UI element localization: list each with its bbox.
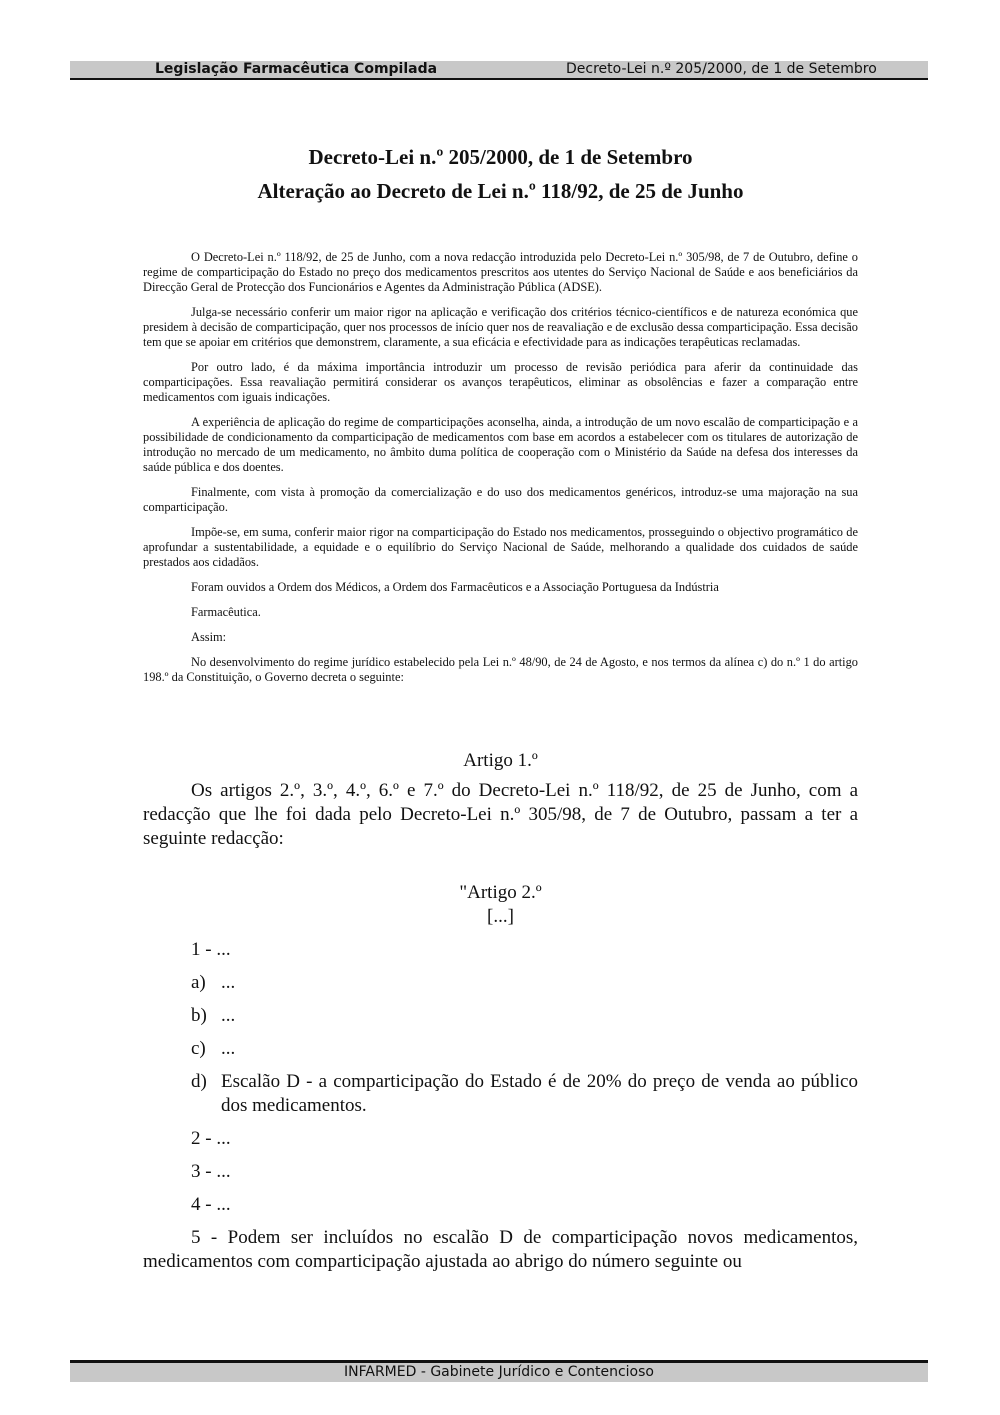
- preamble-paragraph: Julga-se necessário conferir um maior rigor na aplicação e verificação dos critérios técnico-científicos e de natureza económica que presidem à decisão de comparticipação, quer nos processos de início quer nos de reavaliação e de exclusão dessa comparticipação. Essa decisão tem que se apoiar em critérios que demonstrem, claramente, a sua eficácia e efectividade para as indicações terapêuticas reclamadas.: [143, 305, 858, 349]
- list-item: [191, 1037, 858, 1061]
- header-decree-reference: Decreto-Lei n.º 205/2000, de 1 de Setembro: [566, 61, 877, 77]
- list-item: 3 - ...: [191, 1161, 231, 1182]
- article-text: Os artigos 2.º, 3.º, 4.º, 6.º e 7.º do Decreto-Lei n.º 118/92, de 25 de Junho, com a redacção que lhe foi dada pelo Decreto-Lei n.º 305/98, de 7 de Outubro, passam a ter a seguinte redacção:: [143, 780, 858, 849]
- preamble-paragraph: O Decreto-Lei n.º 118/92, de 25 de Junho, com a nova redacção introduzida pelo Decreto-Lei n.º 305/98, de 7 de Outubro, define o regime de comparticipação do Estado no preço dos medicamentos prescritos aos utentes do Serviço Nacional de Saúde e aos beneficiários da Direcção Geral de Protecção dos Funcionários e Agentes da Administração Pública (ADSE).: [143, 250, 858, 294]
- document-subtitle: Alteração ao Decreto de Lei n.º 118/92, de 25 de Junho: [257, 179, 744, 203]
- quoted-article-heading: "Artigo 2.º: [459, 882, 542, 903]
- list-item-text: Escalão D - a comparticipação do Estado é de 20% do preço de venda ao público dos medicamentos.: [221, 1071, 858, 1116]
- footer-text: INFARMED - Gabinete Jurídico e Contencioso: [344, 1364, 654, 1380]
- quoted-article-ellipsis: [...]: [487, 906, 514, 927]
- preamble-paragraph: Por outro lado, é da máxima importância introduzir um processo de revisão periódica para aferir da continuidade das comparticipações. Essa reavaliação permitirá considerar os avanços terapêuticos, eliminar as obsolências e fazer a comparação entre medicamentos com iguais indicações.: [143, 360, 858, 404]
- list-item: 1 - ...: [191, 939, 231, 960]
- preamble-paragraph: Assim:: [191, 630, 227, 644]
- preamble-paragraph: Finalmente, com vista à promoção da comercialização e do uso dos medicamentos genéricos, introduz-se uma majoração na sua comparticipação.: [143, 485, 858, 514]
- article-heading: Artigo 1.º: [463, 750, 538, 771]
- preamble-paragraph: A experiência de aplicação do regime de comparticipações aconselha, ainda, a introdução de um novo escalão de comparticipação e a possibilidade de condicionamento da comparticipação de medicamentos com base em acordos a estabelecer com os titulares de autorização de introdução no mercado de um medicamento, no âmbito duma política de cooperação com o Ministério da Saúde na defesa dos interesses da saúde pública e dos doentes.: [143, 415, 858, 474]
- preamble: [143, 250, 858, 685]
- list-item-text: ...: [221, 1038, 236, 1059]
- list-item-label: b): [191, 1005, 207, 1026]
- list-item-text: ...: [221, 972, 236, 993]
- list-item-label: c): [191, 1038, 206, 1059]
- list-item: 5 - Podem ser incluídos no escalão D de comparticipação novos medicamentos, medicamentos com comparticipação ajustada ao abrigo do número seguinte ou: [143, 1227, 858, 1272]
- preamble-paragraph: No desenvolvimento do regime jurídico estabelecido pela Lei n.º 48/90, de 24 de Agosto, e nos termos da alínea c) do n.º 1 do artigo 198.º da Constituição, o Governo decreta o seguinte:: [143, 655, 858, 684]
- list-item-label: a): [191, 972, 206, 993]
- preamble-paragraph: Foram ouvidos a Ordem dos Médicos, a Ordem dos Farmacêuticos e a Associação Portuguesa da Indústria: [191, 580, 719, 594]
- list-item-text: ...: [221, 1005, 236, 1026]
- header-publication-title: Legislação Farmacêutica Compilada: [155, 61, 438, 77]
- list-item: [191, 1070, 858, 1118]
- preamble-paragraph: Farmacêutica.: [191, 605, 261, 619]
- list-item-label: d): [191, 1071, 207, 1092]
- preamble-paragraph: Impõe-se, em suma, conferir maior rigor na comparticipação do Estado nos medicamentos, prosseguindo o objectivo programático de aprofundar a sustentabilidade, a equidade e o equilíbrio do Serviço Nacional de Saúde, melhorando a qualidade dos cuidados de saúde prestados aos cidadãos.: [143, 525, 858, 569]
- list-item: [191, 1004, 858, 1028]
- list-item: 4 - ...: [191, 1194, 231, 1215]
- document-body: [143, 142, 858, 1274]
- page-footer: [70, 1360, 928, 1382]
- document-title: Decreto-Lei n.º 205/2000, de 1 de Setembro: [308, 145, 693, 169]
- page-header: [70, 61, 928, 80]
- list-item: 2 - ...: [191, 1128, 231, 1149]
- list-item: [191, 971, 858, 995]
